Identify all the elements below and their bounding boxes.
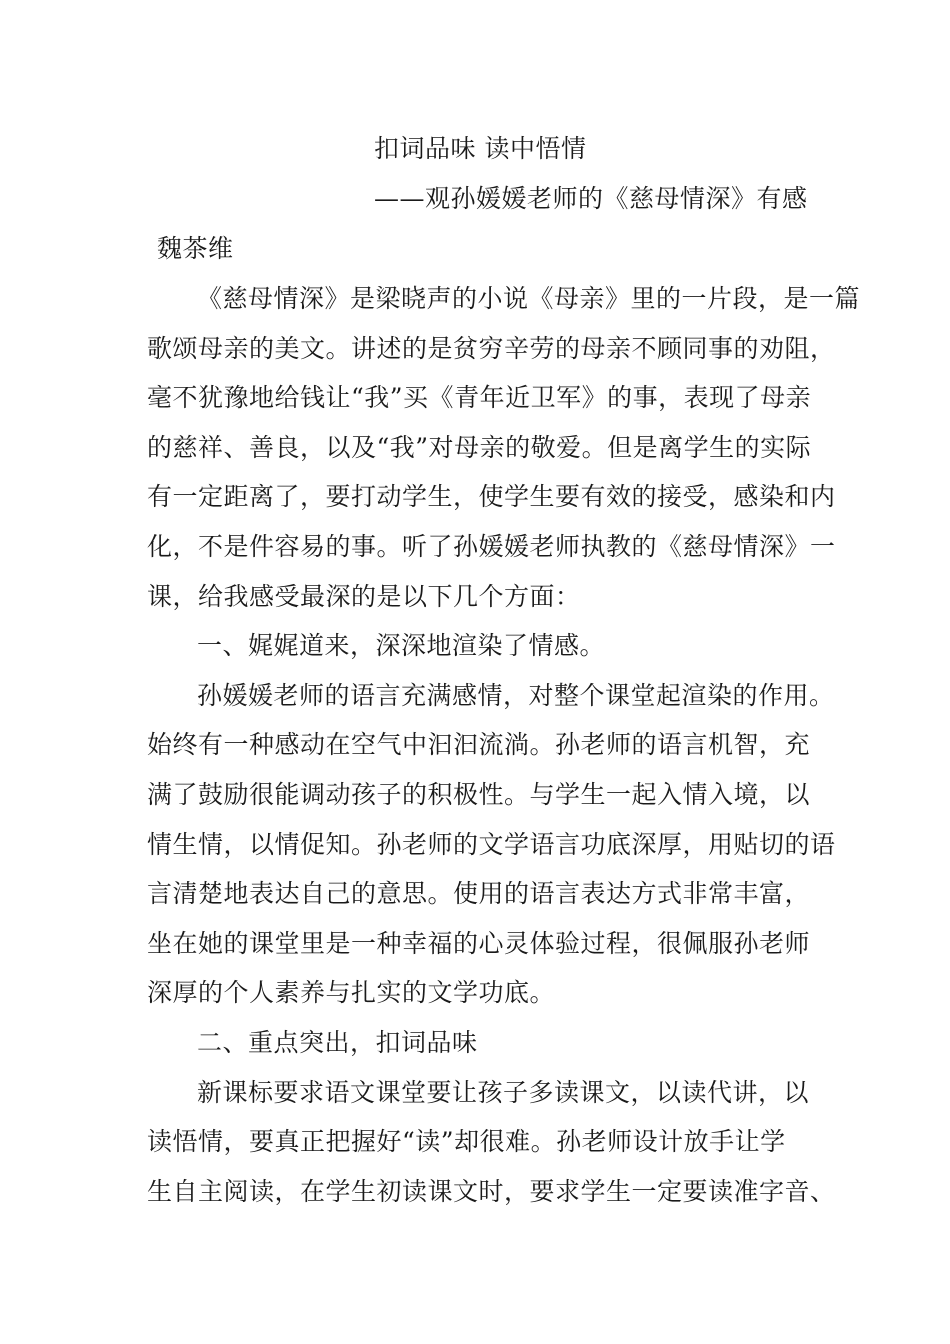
paragraph-line: 情生情，以情促知。孙老师的文学语言功底深厚，用贴切的语 <box>147 829 836 859</box>
paragraph-line: 化，不是件容易的事。听了孙媛媛老师执教的《慈母情深》一 <box>147 531 836 561</box>
paragraph-line: 的慈祥、善良，以及“我”对母亲的敬爱。但是离学生的实际 <box>147 432 812 462</box>
paragraph-line: 有一定距离了，要打动学生，使学生要有效的接受，感染和内 <box>147 482 836 512</box>
paragraph-line: 满了鼓励很能调动孩子的积极性。与学生一起入情入境，以 <box>147 779 811 809</box>
paragraph-line: 言清楚地表达自己的意思。使用的语言表达方式非常丰富， <box>147 879 811 909</box>
document-body <box>147 282 861 1224</box>
paragraph-line: 生自主阅读，在学生初读课文时，要求学生一定要读准字音、 <box>147 1176 836 1206</box>
paragraph-line: 歌颂母亲的美文。讲述的是贫穷辛劳的母亲不顾同事的劝阻， <box>147 333 836 363</box>
paragraph-line: 坐在她的课堂里是一种幸福的心灵体验过程，很佩服孙老师 <box>147 928 811 958</box>
section-heading: 二、重点突出，扣词品味 <box>197 1027 478 1057</box>
paragraph-line: 孙媛媛老师的语言充满感情，对整个课堂起渲染的作用。 <box>197 680 835 710</box>
section-heading: 一、娓娓道来，深深地渲染了情感。 <box>197 631 606 661</box>
paragraph-line: 课，给我感受最深的是以下几个方面： <box>147 581 581 611</box>
document-title: 扣词品味 读中悟情 <box>374 134 587 163</box>
paragraph-line: 新课标要求语文课堂要让孩子多读课文，以读代讲，以 <box>197 1077 810 1107</box>
paragraph-line: 深厚的个人素养与扎实的文学功底。 <box>147 978 556 1008</box>
document-subtitle: ——观孙媛媛老师的《慈母情深》有感 <box>374 184 808 213</box>
paragraph-line: 始终有一种感动在空气中汩汩流淌。孙老师的语言机智，充 <box>147 730 811 760</box>
paragraph-line: 《慈母情深》是梁晓声的小说《母亲》里的一片段，是一篇 <box>197 284 861 313</box>
paragraph-line: 读悟情，要真正把握好“读”却很难。孙老师设计放手让学 <box>147 1127 786 1157</box>
paragraph-line: 毫不犹豫地给钱让“我”买《青年近卫军》的事，表现了母亲 <box>147 383 812 413</box>
document-author: 魏茶维 <box>157 234 234 263</box>
